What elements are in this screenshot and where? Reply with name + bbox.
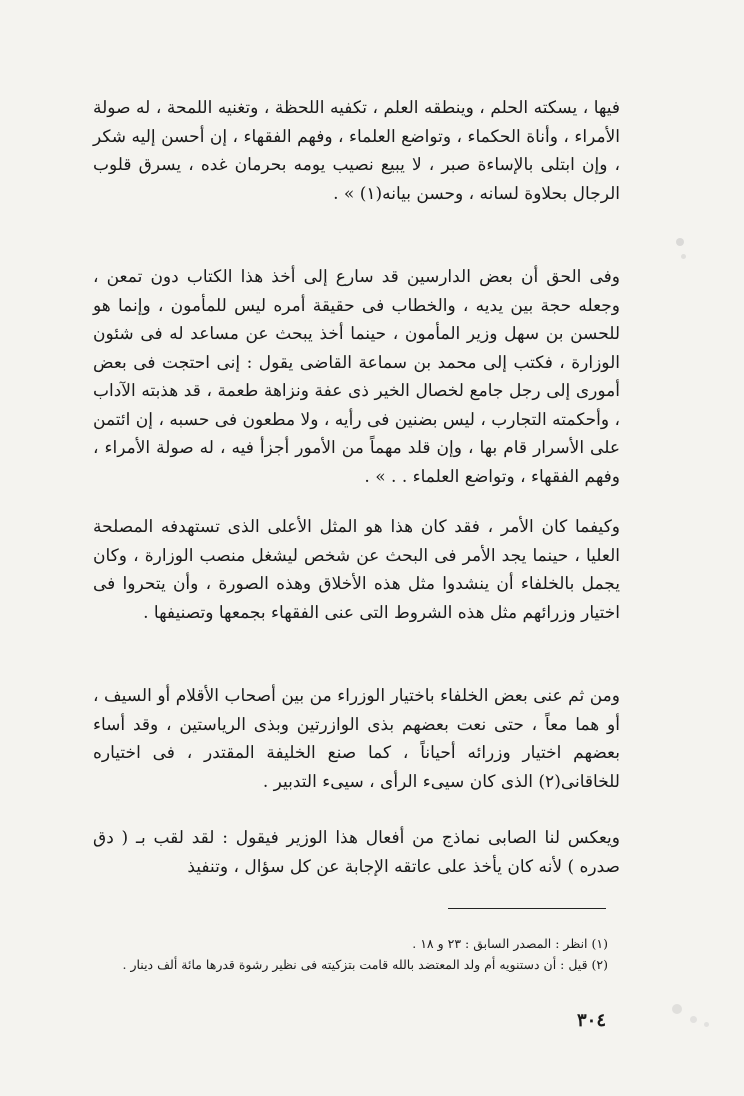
paragraph-3: وكيفما كان الأمر ، فقد كان هذا هو المثل الأعلى الذى تستهدفه المصلحة العليا ، حينما يجد الأمر فى البحث عن شخص ليشغل منصب الوزارة ، وكان يجمل بالخلفاء أن ينشدوا مثل هذه الأخلاق وهذه الصورة ، وأن يتحروا فى اختيار وزرائهم مثل هذه الشروط التى عنى الفقهاء بجمعها وتصنيفها . [93,517,620,623]
paragraph-2: وفى الحق أن بعض الدارسين قد سارع إلى أخذ هذا الكتاب دون تمعن ، وجعله حجة بين يديه ، والخطاب فى حقيقة أمره ليس للمأمون ، وإنما هو للحسن بن سهل وزير المأمون ، حينما أخذ يبحث عن مساعد له فى شئون الوزارة ، فكتب إلى محمد بن سماعة القاضى يقول : إنى احتجت فى بعض أمورى إلى رجل جامع لخصال الخير ذى عفة ونزاهة طعمة ، قد هذبته الآداب ، وأحكمته التجارب ، ليس بضنين فى رأيه ، ولا مطعون فى حسبه ، إن ائتمن على الأسرار قام بها ، وإن قلد مهماً من الأمور أجزأ فيه ، له صولة الأمراء ، وفهم الفقهاء ، وتواضع العلماء . . » . [93,267,620,487]
paper-speck [681,254,686,259]
paper-speck [672,1004,682,1014]
paper-speck [676,238,684,246]
page-number: ٣٠٤ [576,1010,606,1031]
paragraph-5: ويعكس لنا الصابى نماذج من أفعال هذا الوزير فيقول : لقد لقب بـ ( دق صدره ) لأنه كان يأخذ على عاتقه الإجابة عن كل سؤال ، وتنفيذ [93,828,620,877]
paragraph-4: ومن ثم عنى بعض الخلفاء باختيار الوزراء من بين أصحاب الأقلام أو السيف ، أو هما معاً ، حتى نعت بعضهم بذى الوازرتين وبذى الرياستين ، وقد أساء بعضهم اختيار وزرائه أحياناً ، كما صنع الخليفة المقتدر ، فى اختياره للخاقانى(٢) الذى كان سيىء الرأى ، سيىء التدبير . [93,686,620,792]
footnotes [93,933,608,975]
paragraph-1: فيها ، يسكته الحلم ، وينطقه العلم ، تكفيه اللحظة ، وتغنيه اللمحة ، له صولة الأمراء ، وأناة الحكماء ، وتواضع العلماء ، وفهم الفقهاء ، إن أحسن إليه شكر ، وإن ابتلى بالإساءة صبر ، لا يبيع نصيب يومه بحرمان غده ، يسرق قلوب الرجال بحلاوة لسانه ، وحسن بيانه(١) » . [93,98,620,204]
paper-speck [690,1016,697,1023]
footnote-2: (٢) قيل : أن دستنويه أم ولد المعتضد بالله قامت بتزكيته فى نظير رشوة قدرها مائة ألف دينار . [122,957,608,972]
footnote-1: (١) انظر : المصدر السابق : ٢٣ و ١٨ . [412,936,608,951]
paper-speck [704,1022,709,1027]
footnote-divider [448,908,606,909]
